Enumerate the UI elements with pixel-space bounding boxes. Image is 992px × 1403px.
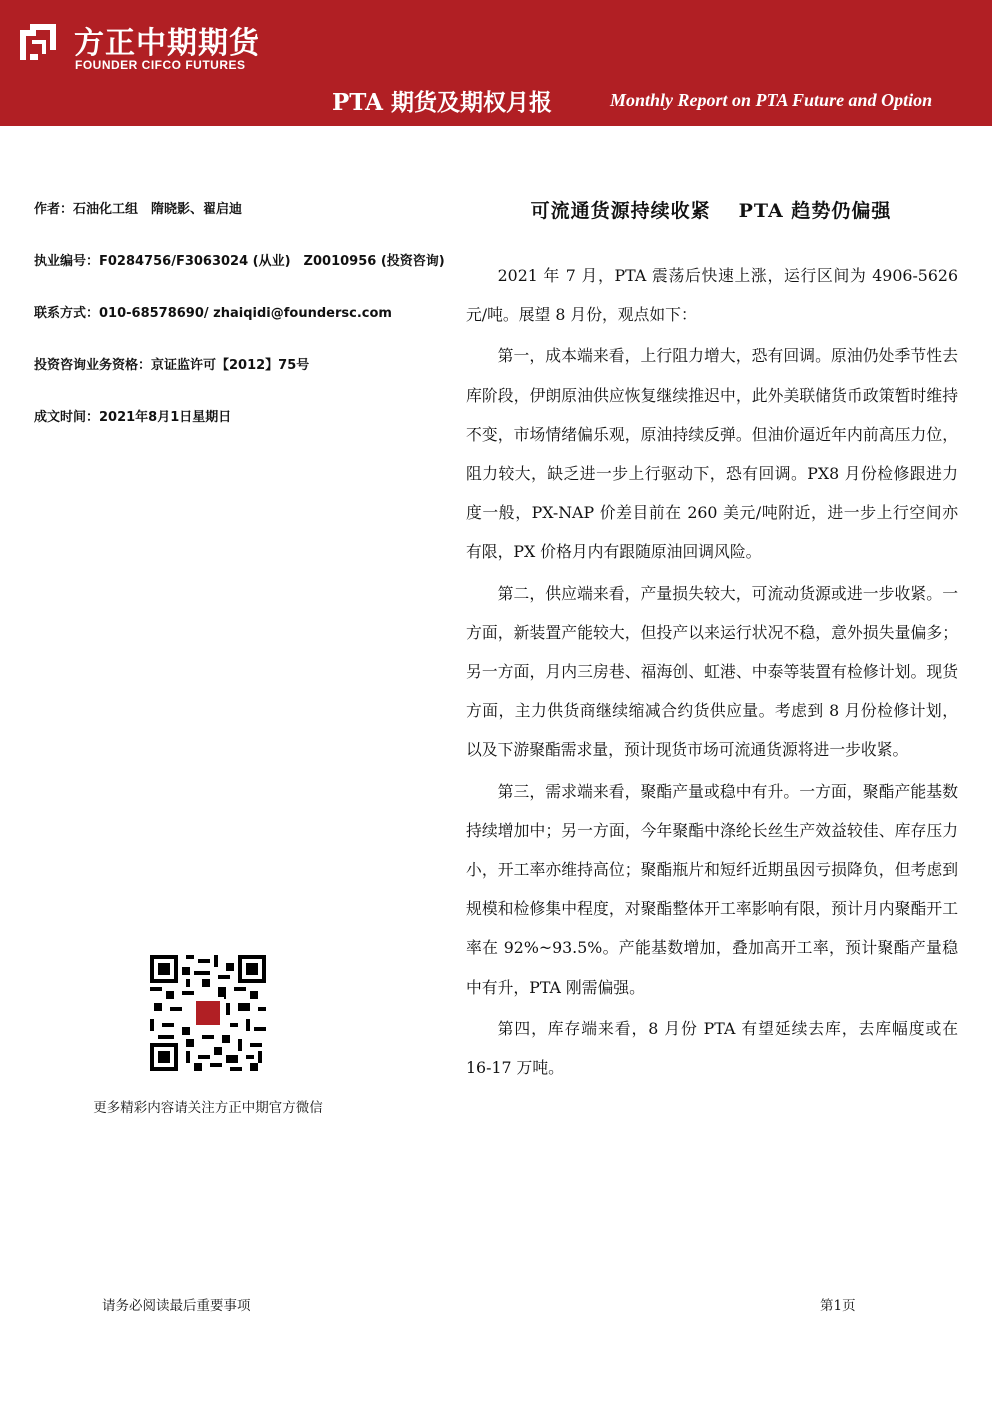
author-line: 作者：石油化工组 隋晓影、翟启迪	[34, 202, 243, 217]
contact-line: 联系方式：010-68578690/ zhaiqidi@foundersc.com	[34, 306, 392, 321]
paragraph-intro: 2021 年 7 月，PTA 震荡后快速上涨，运行区间为 4906-5626 元/吨。展望 8 月份，观点如下：	[466, 266, 958, 325]
footer-notice: 请务必阅读最后重要事项	[102, 1298, 251, 1314]
logo-text-cn: 方正中期期货	[74, 26, 260, 61]
qr-caption: 更多精彩内容请关注方正中期官方微信	[93, 1100, 323, 1116]
paragraph-cost: 第一，成本端来看，上行阻力增大，恐有回调。原油仍处季节性去库阶段，伊朗原油供应恢复继续推迟中，此外美联储货币政策暂时维持不变，市场情绪偏乐观，原油持续反弹。但油价逼近年内前高压力位，阻力较大，缺乏进一步上行驱动下，恐有回调。PX8 月份检修跟进力度一般，PX-NAP 价差目前在 260 美元/吨附近，进一步上行空间亦有限，PX 价格月内有跟随原油回调风险。	[466, 346, 958, 562]
page-number: 第1页	[820, 1298, 856, 1314]
report-title-en: Monthly Report on PTA Future and Option	[610, 90, 933, 110]
paragraph-demand: 第三，需求端来看，聚酯产量或稳中有升。一方面，聚酯产能基数持续增加中；另一方面，今年聚酯中涤纶长丝生产效益较佳、库存压力小，开工率亦维持高位；聚酯瓶片和短纤近期虽因亏损降负，但考虑到规模和检修集中程度，对聚酯整体开工率影响有限，预计月内聚酯开工率在 92%~93.5%。产能基数增加，叠加高开工率，预计聚酯产量稳中有升，PTA 刚需偏强。	[466, 781, 958, 997]
report-header	[0, 0, 992, 126]
article-title-part1: 可流通货源持续收紧	[530, 200, 711, 222]
article-title-part2: PTA 趋势仍偏强	[738, 200, 892, 222]
logo-text-en: FOUNDER CIFCO FUTURES	[75, 58, 246, 72]
date-line: 成文时间：2021年8月1日星期日	[34, 410, 232, 425]
article-body	[466, 256, 958, 1089]
qualification-line: 投资咨询业务资格：京证监许可【2012】75号	[34, 358, 310, 373]
wechat-qr-code-icon	[150, 955, 266, 1071]
paragraph-inventory: 第四，库存端来看，8 月份 PTA 有望延续去库，去库幅度或在 16-17 万吨。	[466, 1018, 958, 1078]
report-title-cn: PTA 期货及期权月报	[332, 89, 553, 116]
article-title	[466, 196, 956, 223]
paragraph-supply: 第二，供应端来看，产量损失较大，可流动货源或进一步收紧。一方面，新装置产能较大，但投产以来运行状况不稳，意外损失量偏多；另一方面，月内三房巷、福海创、虹港、中泰等装置有检修计划。现货方面，主力供货商继续缩减合约货供应量。考虑到 8 月份检修计划，以及下游聚酯需求量，预计现货市场可流通货源将进一步收紧。	[466, 583, 958, 760]
founder-logo-icon	[16, 20, 60, 64]
license-line: 执业编号：F0284756/F3063024 (从业) Z0010956 (投资咨询)	[34, 254, 445, 269]
